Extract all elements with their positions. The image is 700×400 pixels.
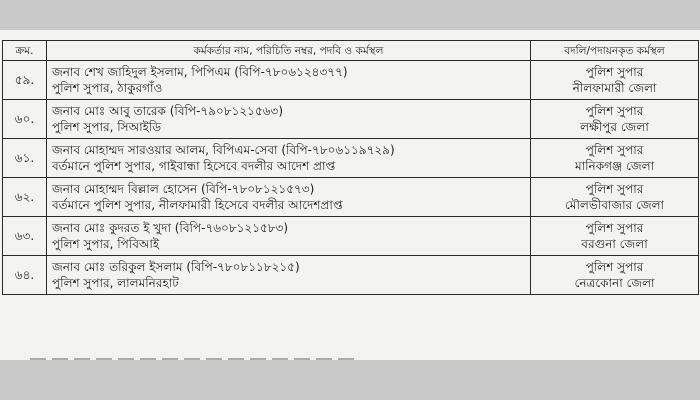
new-post-place: মানিকগঞ্জ জেলা xyxy=(574,159,655,173)
table-row xyxy=(3,256,699,295)
header-name-details: কর্মকর্তার নাম, পরিচিতি নম্বর, পদবি ও কর্মস্থল xyxy=(47,41,531,61)
table-row xyxy=(3,217,699,256)
row-new-post xyxy=(531,61,699,100)
table-row xyxy=(3,100,699,139)
row-new-post xyxy=(531,139,699,178)
new-post-title: পুলিশ সুপার xyxy=(585,182,644,196)
row-new-post xyxy=(531,256,699,295)
officer-name: জনাব শেখ জাহিদুল ইসলাম, পিপিএম (বিপি-৭৮০৬১২৪৩৭৭) xyxy=(52,65,348,79)
table-row xyxy=(3,139,699,178)
officer-current-post: বর্তমানে পুলিশ সুপার, গাইবান্ধা হিসেবে বদলীর আদেশ প্রাপ্ত xyxy=(52,159,336,173)
officer-name: জনাব মোহাম্মদ সারওয়ার আলম, বিপিএম-সেবা (বিপি-৭৮০৬১১৯৭২৯) xyxy=(52,143,395,157)
table-row xyxy=(3,61,699,100)
row-serial: ৬৩. xyxy=(3,217,47,256)
officer-current-post: পুলিশ সুপার, লালমনিরহাট xyxy=(52,276,179,290)
officer-current-post: পুলিশ সুপার, সিআইডি xyxy=(52,120,162,134)
officer-current-post: পুলিশ সুপার, ঠাকুরগাঁও xyxy=(52,81,163,95)
officer-name: জনাব মোঃ কুদরত ই খুদা (বিপি-৭৬০৮১২১৫৮৩) xyxy=(52,221,289,235)
new-post-title: পুলিশ সুপার xyxy=(585,65,644,79)
officer-name: জনাব মোহাম্মদ বিল্লাল হোসেন (বিপি-৭৮০৮১২১৫৭৩) xyxy=(52,182,315,196)
new-post-title: পুলিশ সুপার xyxy=(585,104,644,118)
new-post-title: পুলিশ সুপার xyxy=(585,221,644,235)
row-serial: ৬০. xyxy=(3,100,47,139)
transfer-order-table xyxy=(2,40,699,295)
row-new-post xyxy=(531,100,699,139)
row-officer-details xyxy=(47,100,531,139)
row-officer-details xyxy=(47,139,531,178)
officer-name: জনাব মোঃ আবু তারেক (বিপি-৭৯০৮১২১৫৬৩) xyxy=(52,104,284,118)
new-post-title: পুলিশ সুপার xyxy=(585,143,644,157)
new-post-place: মৌলভীবাজার জেলা xyxy=(564,198,665,212)
row-new-post xyxy=(531,178,699,217)
row-serial: ৫৯. xyxy=(3,61,47,100)
new-post-title: পুলিশ সুপার xyxy=(585,260,644,274)
table-header-row xyxy=(3,41,699,61)
new-post-place: লক্ষীপুর জেলা xyxy=(580,120,649,134)
row-serial: ৬১. xyxy=(3,139,47,178)
row-officer-details xyxy=(47,217,531,256)
row-officer-details xyxy=(47,256,531,295)
officer-current-post: বর্তমানে পুলিশ সুপার, নীলফামারী হিসেবে বদলীর আদেশপ্রাপ্ত xyxy=(52,198,343,212)
officer-name: জনাব মোঃ তরিকুল ইসলাম (বিপি-৭৮০৮১১৮২১৫) xyxy=(52,260,300,274)
row-serial: ৬২. xyxy=(3,178,47,217)
cropped-footer-text-decoration xyxy=(30,358,360,360)
row-new-post xyxy=(531,217,699,256)
header-serial: ক্রম. xyxy=(3,41,47,61)
table-row xyxy=(3,178,699,217)
row-officer-details xyxy=(47,178,531,217)
row-serial: ৬৪. xyxy=(3,256,47,295)
new-post-place: নেত্রকোনা জেলা xyxy=(574,276,655,290)
row-officer-details xyxy=(47,61,531,100)
header-new-post: বদলি/পদায়নকৃত কর্মস্থল xyxy=(531,41,699,61)
new-post-place: বরগুনা জেলা xyxy=(581,237,648,251)
officer-current-post: পুলিশ সুপার, পিবিআই xyxy=(52,237,160,251)
document-page xyxy=(0,30,700,360)
new-post-place: নীলফামারী জেলা xyxy=(572,81,657,95)
